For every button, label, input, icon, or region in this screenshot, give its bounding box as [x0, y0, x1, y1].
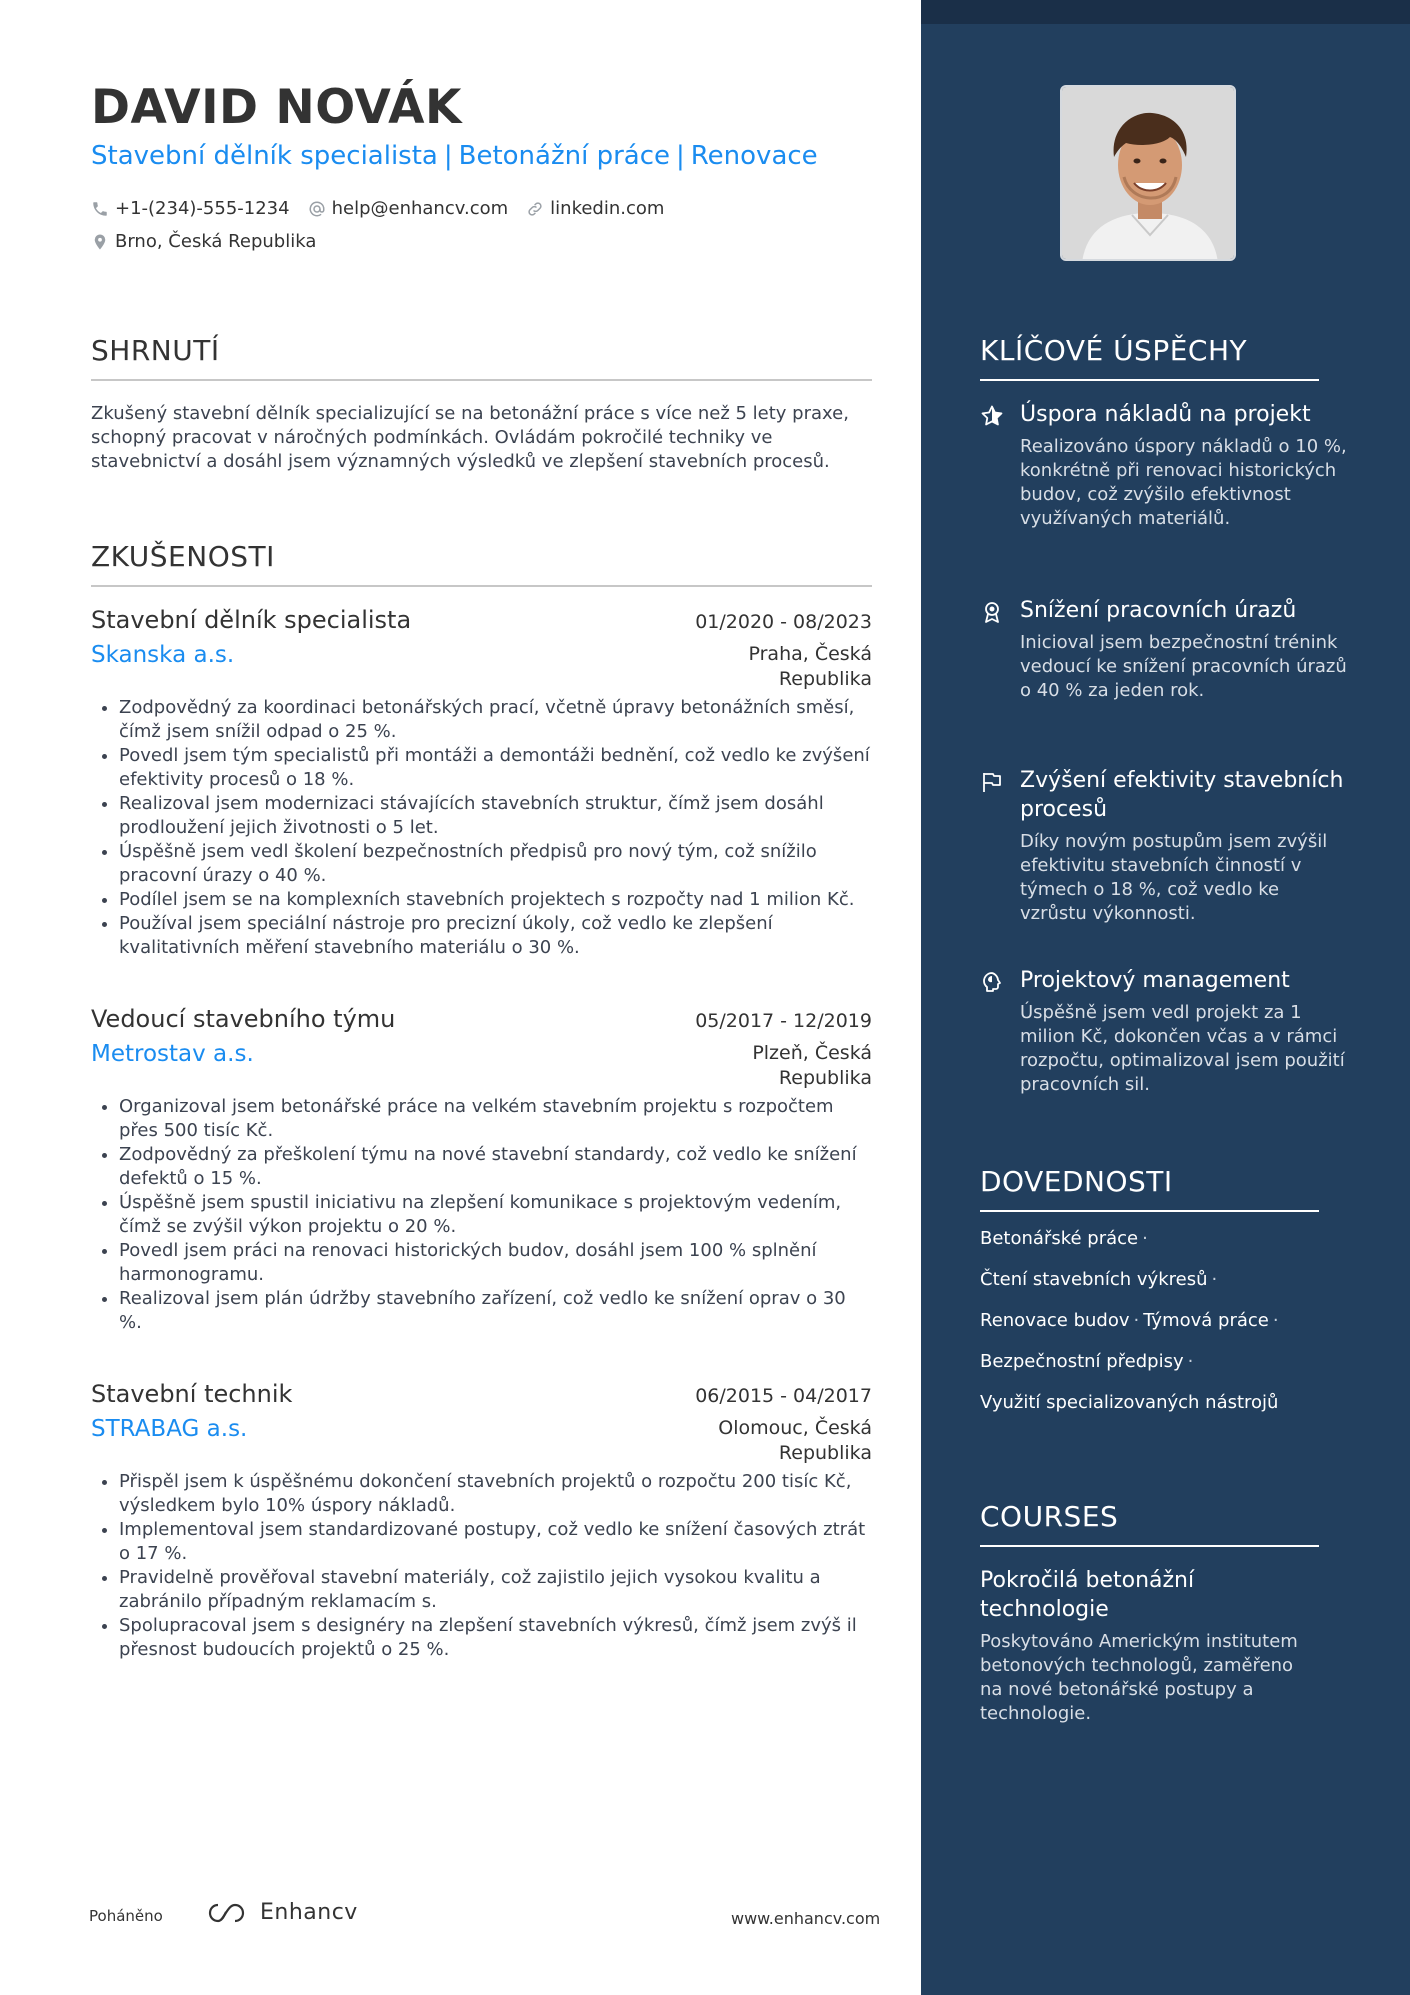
profile-photo-image	[1062, 87, 1236, 261]
achievement-item	[980, 966, 1350, 1097]
skill-separator: ·	[1272, 1310, 1279, 1331]
footer-url[interactable]: www.enhancv.com	[731, 1909, 881, 1928]
phone-text: +1-(234)-555-1234	[115, 198, 290, 219]
job-bullet: • Používal jsem speciální nástroje pro precizní úkoly, což vedlo ke zlepšení kvalitativních měření stavebního materiálu o 30 %.	[119, 912, 872, 960]
achievement-title: Úspora nákladů na projekt	[1020, 402, 1311, 427]
course-title: Pokročilá betonážní technologie	[980, 1568, 1195, 1622]
skill-separator: ·	[1142, 1228, 1148, 1249]
job-entry	[91, 606, 872, 960]
job-location: Plzeň, Česká Republika	[752, 1042, 872, 1089]
enhancv-logo-text: Enhancv	[260, 1900, 358, 1925]
brain-icon	[980, 970, 1004, 994]
skill-item: Betonářské práce	[980, 1228, 1139, 1249]
job-bullet: • Zodpovědný za přeškolení týmu na nové stavební standardy, což vedlo ke snížení defektů o 15 %.	[119, 1143, 872, 1191]
skill-item: Využití specializovaných nástrojů	[980, 1392, 1279, 1413]
job-bullet: • Zodpovědný za koordinaci betonářských prací, včetně úpravy betonážních směsí, čímž jsem snížil odpad o 25 %.	[119, 696, 872, 744]
email-text: help@enhancv.com	[331, 198, 509, 219]
sidebar	[921, 0, 1410, 1995]
skill-item: Čtení stavebních výkresů	[980, 1269, 1208, 1290]
skill-separator: ·	[1133, 1310, 1140, 1331]
job-dates: 05/2017 - 12/2019	[695, 1010, 872, 1032]
skills-heading: DOVEDNOSTI	[980, 1165, 1319, 1212]
summary-text: Zkušený stavební dělník specializující se na betonážní práce s více než 5 lety praxe, schopný pracovat v náročných podmínkách. Ovládám pokročilé techniky ve stavebnictví a dosáhl jsem významných výsledků ve zlepšení stavebních procesů.	[91, 403, 849, 472]
job-company: Metrostav a.s.	[91, 1041, 254, 1067]
job-bullet: • Úspěšně jsem spustil iniciativu na zlepšení komunikace s projektovým vedením, čímž se zvýšil výkon projektu o 20 %.	[119, 1191, 872, 1239]
job-role: Stavební technik	[91, 1380, 293, 1408]
skill-item: Týmová práce	[1143, 1310, 1269, 1331]
job-entry	[91, 1005, 872, 1335]
star-icon	[980, 404, 1004, 428]
job-dates: 06/2015 - 04/2017	[695, 1385, 872, 1407]
job-bullets	[91, 1470, 872, 1662]
job-bullet: • Úspěšně jsem vedl školení bezpečnostních předpisů pro nový tým, což snížilo pracovní úrazy o 40 %.	[119, 840, 872, 888]
skills-list	[980, 1228, 1340, 1433]
course-desc: Poskytováno Americkým institutem betonových technologů, zaměřeno na nové betonářské postupy a technologie.	[980, 1631, 1298, 1724]
profile-photo	[1060, 85, 1236, 261]
headline	[91, 141, 818, 171]
location-row	[91, 231, 334, 252]
job-entry	[91, 1380, 872, 1662]
skill-separator: ·	[1187, 1351, 1194, 1372]
job-dates: 01/2020 - 08/2023	[695, 611, 872, 633]
job-bullet: • Přispěl jsem k úspěšnému dokončení stavebních projektů o rozpočtu 200 tisíc Kč, výsledkem bylo 10% úspory nákladů.	[119, 1470, 872, 1518]
job-bullet: • Realizoval jsem modernizaci stávajících stavebních struktur, čímž jsem dosáhl prodloužení jejich životnosti o 5 let.	[119, 792, 872, 840]
headline-part: Renovace	[690, 141, 818, 171]
job-location: Praha, Česká Republika	[748, 643, 872, 690]
headline-part: Betonážní práce	[458, 141, 671, 171]
map-pin-icon	[91, 233, 109, 251]
job-bullets	[91, 696, 872, 960]
achievement-item	[980, 596, 1350, 703]
achievement-title: Zvýšení efektivity stavebních procesů	[1020, 768, 1344, 822]
courses-heading: COURSES	[980, 1500, 1319, 1547]
achievement-item	[980, 400, 1350, 531]
achievements-heading: KLÍČOVÉ ÚSPĚCHY	[980, 334, 1319, 381]
achievement-desc: Úspěšně jsem vedl projekt za 1 milion Kč, dokončen včas a v rámci rozpočtu, optimalizoval jsem použití pracovních sil.	[1020, 1002, 1345, 1095]
skill-item: Bezpečnostní předpisy	[980, 1351, 1184, 1372]
location-item	[91, 231, 316, 252]
at-icon	[308, 200, 326, 218]
skill-separator: ·	[1211, 1269, 1218, 1290]
award-icon	[980, 600, 1004, 624]
linkedin-text: linkedin.com	[550, 198, 665, 219]
job-bullet: • Podílel jsem se na komplexních stavebních projektech s rozpočty nad 1 milion Kč.	[119, 888, 872, 912]
achievement-desc: Díky novým postupům jsem zvýšil efektivitu stavebních činností v týmech o 18 %, což vedlo ke vzrůstu výkonnosti.	[1020, 831, 1328, 924]
achievement-title: Snížení pracovních úrazů	[1020, 598, 1297, 623]
job-role: Vedoucí stavebního týmu	[91, 1005, 396, 1033]
headline-separator: |	[676, 141, 685, 171]
job-company: STRABAG a.s.	[91, 1416, 248, 1442]
skill-item: Renovace budov	[980, 1310, 1130, 1331]
job-role: Stavební dělník specialista	[91, 606, 412, 634]
job-bullet: • Povedl jsem práci na renovaci historických budov, dosáhl jsem 100 % splnění harmonogramu.	[119, 1239, 872, 1287]
job-bullet: • Organizoval jsem betonářské práce na velkém stavebním projektu s rozpočtem přes 500 tisíc Kč.	[119, 1095, 872, 1143]
achievement-item	[980, 766, 1350, 926]
linkedin-item[interactable]	[526, 198, 664, 219]
job-bullet: • Spolupracoval jsem s designéry na zlepšení stavebních výkresů, čímž jsem zvýš il přesnost budoucích projektů o 25 %.	[119, 1614, 872, 1662]
job-bullet: • Realizoval jsem plán údržby stavebního zařízení, což vedlo ke snížení oprav o 30 %.	[119, 1287, 872, 1335]
achievement-title: Projektový management	[1020, 968, 1290, 993]
footer-powered-text: Poháněno	[89, 1907, 163, 1925]
job-location: Olomouc, Česká Republika	[718, 1417, 872, 1464]
enhancv-logo-icon	[206, 1901, 252, 1925]
flag-icon	[980, 770, 1004, 794]
summary-heading: SHRNUTÍ	[91, 334, 872, 381]
phone-icon	[91, 200, 109, 218]
job-bullet: • Povedl jsem tým specialistů při montáži a demontáži bednění, což vedlo ke zvýšení efektivity procesů o 18 %.	[119, 744, 872, 792]
link-icon	[526, 200, 544, 218]
enhancv-logo[interactable]	[206, 1900, 358, 1925]
job-bullet: • Pravidelně prověřoval stavební materiály, což zajistilo jejich vysokou kvalitu a zabránilo případným reklamacím s.	[119, 1566, 872, 1614]
email-item[interactable]	[308, 198, 509, 219]
achievement-desc: Realizováno úspory nákladů o 10 %, konkrétně při renovaci historických budov, což zvýšilo efektivnost využívaných materiálů.	[1020, 436, 1347, 529]
candidate-name: DAVID NOVÁK	[91, 80, 462, 135]
job-bullet: • Implementoval jsem standardizované postupy, což vedlo ke snížení časových ztrát o 17 %.	[119, 1518, 872, 1566]
headline-separator: |	[443, 141, 453, 171]
achievement-desc: Inicioval jsem bezpečnostní trénink vedoucí ke snížení pracovních úrazů o 40 % za jeden rok.	[1020, 632, 1347, 701]
location-text: Brno, Česká Republika	[115, 231, 317, 252]
job-bullets	[91, 1095, 872, 1335]
sidebar-top-bar	[921, 0, 1410, 24]
contact-row	[91, 198, 682, 219]
headline-part: Stavební dělník specialista	[91, 141, 438, 171]
experience-heading: ZKUŠENOSTI	[91, 540, 872, 587]
job-company: Skanska a.s.	[91, 642, 235, 668]
phone-item[interactable]	[91, 198, 290, 219]
